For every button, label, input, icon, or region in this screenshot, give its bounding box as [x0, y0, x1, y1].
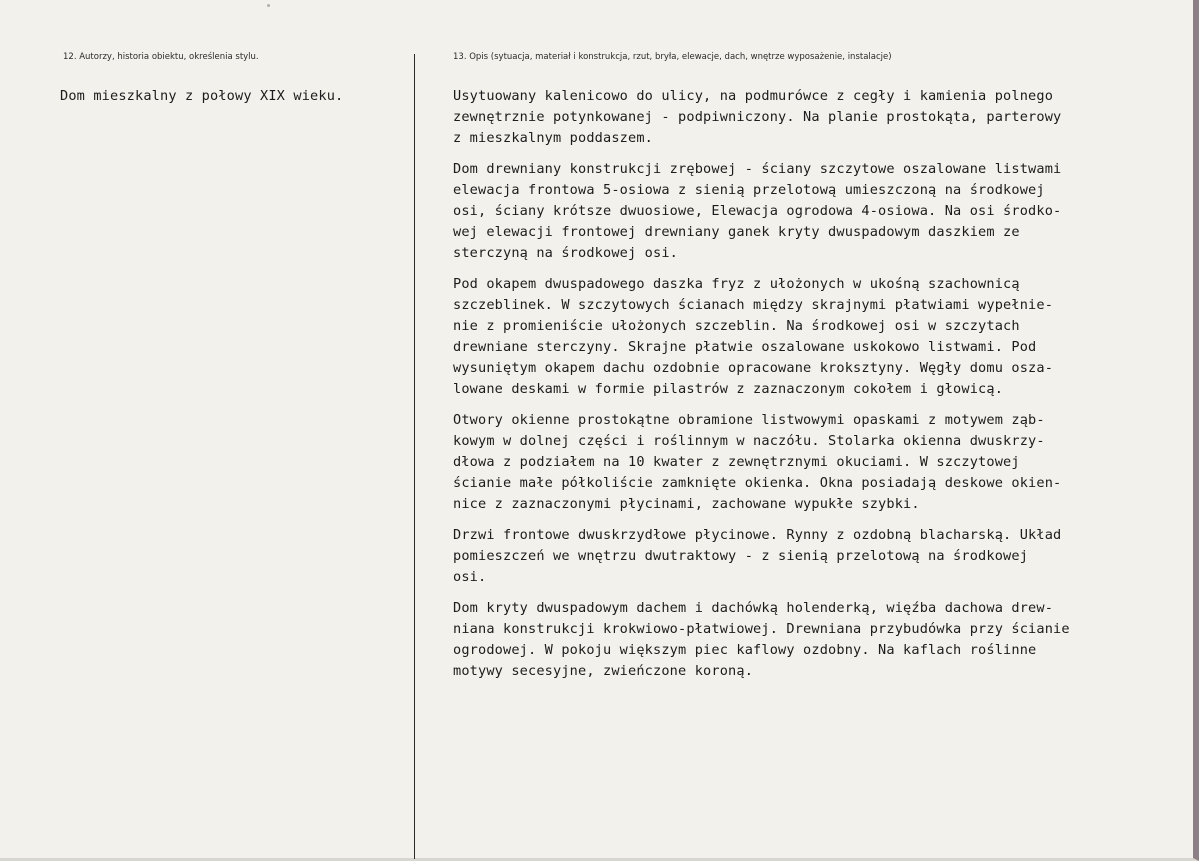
- text-line: osi, ściany krótsze dwuosiowe, Elewacja ogrodowa 4-osiowa. Na osi środko-: [453, 203, 1062, 219]
- text-line: Dom drewniany konstrukcji zrębowej - ściany szczytowe oszalowane listwami: [453, 161, 1062, 177]
- text-line: ogrodowej. W pokoju większym piec kaflowy ozdobny. Na kaflach roślinne: [453, 642, 1037, 658]
- description-paragraph: [453, 598, 1153, 682]
- field-12-header: 12. Autorzy, historia obiektu, określenia stylu.: [63, 52, 259, 62]
- description-paragraph: [453, 159, 1153, 264]
- text-line: dłowa z podziałem na 10 kwater z zewnętrznymi okuciami. W szczytowej: [453, 454, 1020, 470]
- text-line: lowane deskami w formie pilastrów z zaznaczonym cokołem i głowicą.: [453, 381, 1004, 397]
- description-paragraph: [453, 410, 1153, 515]
- text-line: ścianie małe półkoliście zamknięte okienka. Okna posiadają deskowe okien-: [453, 475, 1062, 491]
- text-line: drewniane sterczyny. Skrajne płatwie oszalowane uskokowo listwami. Pod: [453, 339, 1037, 355]
- description-paragraph: [453, 525, 1153, 588]
- text-line: elewacja frontowa 5-osiowa z sienią przelotową umieszczoną na środkowej: [453, 182, 1045, 198]
- text-line: osi.: [453, 569, 487, 585]
- description-paragraph: [453, 86, 1153, 149]
- text-line: sterczyną na środkowej osi.: [453, 245, 679, 261]
- paper-speck: [267, 4, 270, 7]
- text-line: nice z zaznaczonymi płycinami, zachowane wypukłe szybki.: [453, 496, 920, 512]
- text-line: zewnętrznie potynkowanej - podpiwniczony. Na planie prostokąta, parterowy: [453, 109, 1062, 125]
- text-line: nie z promieniście ułożonych szczeblin. Na środkowej osi w szczytach: [453, 318, 1020, 334]
- text-line: wej elewacji frontowej drewniany ganek kryty dwuspadowym daszkiem ze: [453, 224, 1020, 240]
- text-line: Drzwi frontowe dwuskrzydłowe płycinowe. Rynny z ozdobną blacharską. Układ: [453, 527, 1062, 543]
- description-text: [453, 86, 1153, 692]
- column-divider: [414, 54, 415, 859]
- text-line: Otwory okienne prostokątne obramione listwowymi opaskami z motywem ząb-: [453, 412, 1045, 428]
- text-line: motywy secesyjne, zwieńczone koroną.: [453, 663, 754, 679]
- text-line: Usytuowany kalenicowo do ulicy, na podmurówce z cegły i kamienia polnego: [453, 88, 1054, 104]
- description-paragraph: [453, 274, 1153, 400]
- text-line: szczeblinek. W szczytowych ścianach między skrajnymi płatwiami wypełnie-: [453, 297, 1054, 313]
- authors-history-style-text: Dom mieszkalny z połowy XIX wieku.: [60, 88, 344, 104]
- text-line: z mieszkalnym poddaszem.: [453, 130, 654, 146]
- text-line: kowym w dolnej części i roślinnym w naczółu. Stolarka okienna dwuskrzy-: [453, 433, 1045, 449]
- text-line: pomieszczeń we wnętrzu dwutraktowy - z sienią przelotową na środkowej: [453, 548, 1029, 564]
- text-line: wysuniętym okapem dachu ozdobnie opracowane kroksztyny. Węgły domu osza-: [453, 360, 1054, 376]
- text-line: niana konstrukcji krokwiowo-płatwiowej. Drewniana przybudówka przy ścianie: [453, 621, 1070, 637]
- text-line: Dom kryty dwuspadowym dachem i dachówką holenderką, więźba dachowa drew-: [453, 600, 1054, 616]
- field-13-header: 13. Opis (sytuacja, materiał i konstrukcja, rzut, bryła, elewacje, dach, wnętrze wyposażenie, instalacje): [453, 52, 892, 62]
- text-line: Pod okapem dwuspadowego daszka fryz z ułożonych w ukośną szachownicą: [453, 276, 1020, 292]
